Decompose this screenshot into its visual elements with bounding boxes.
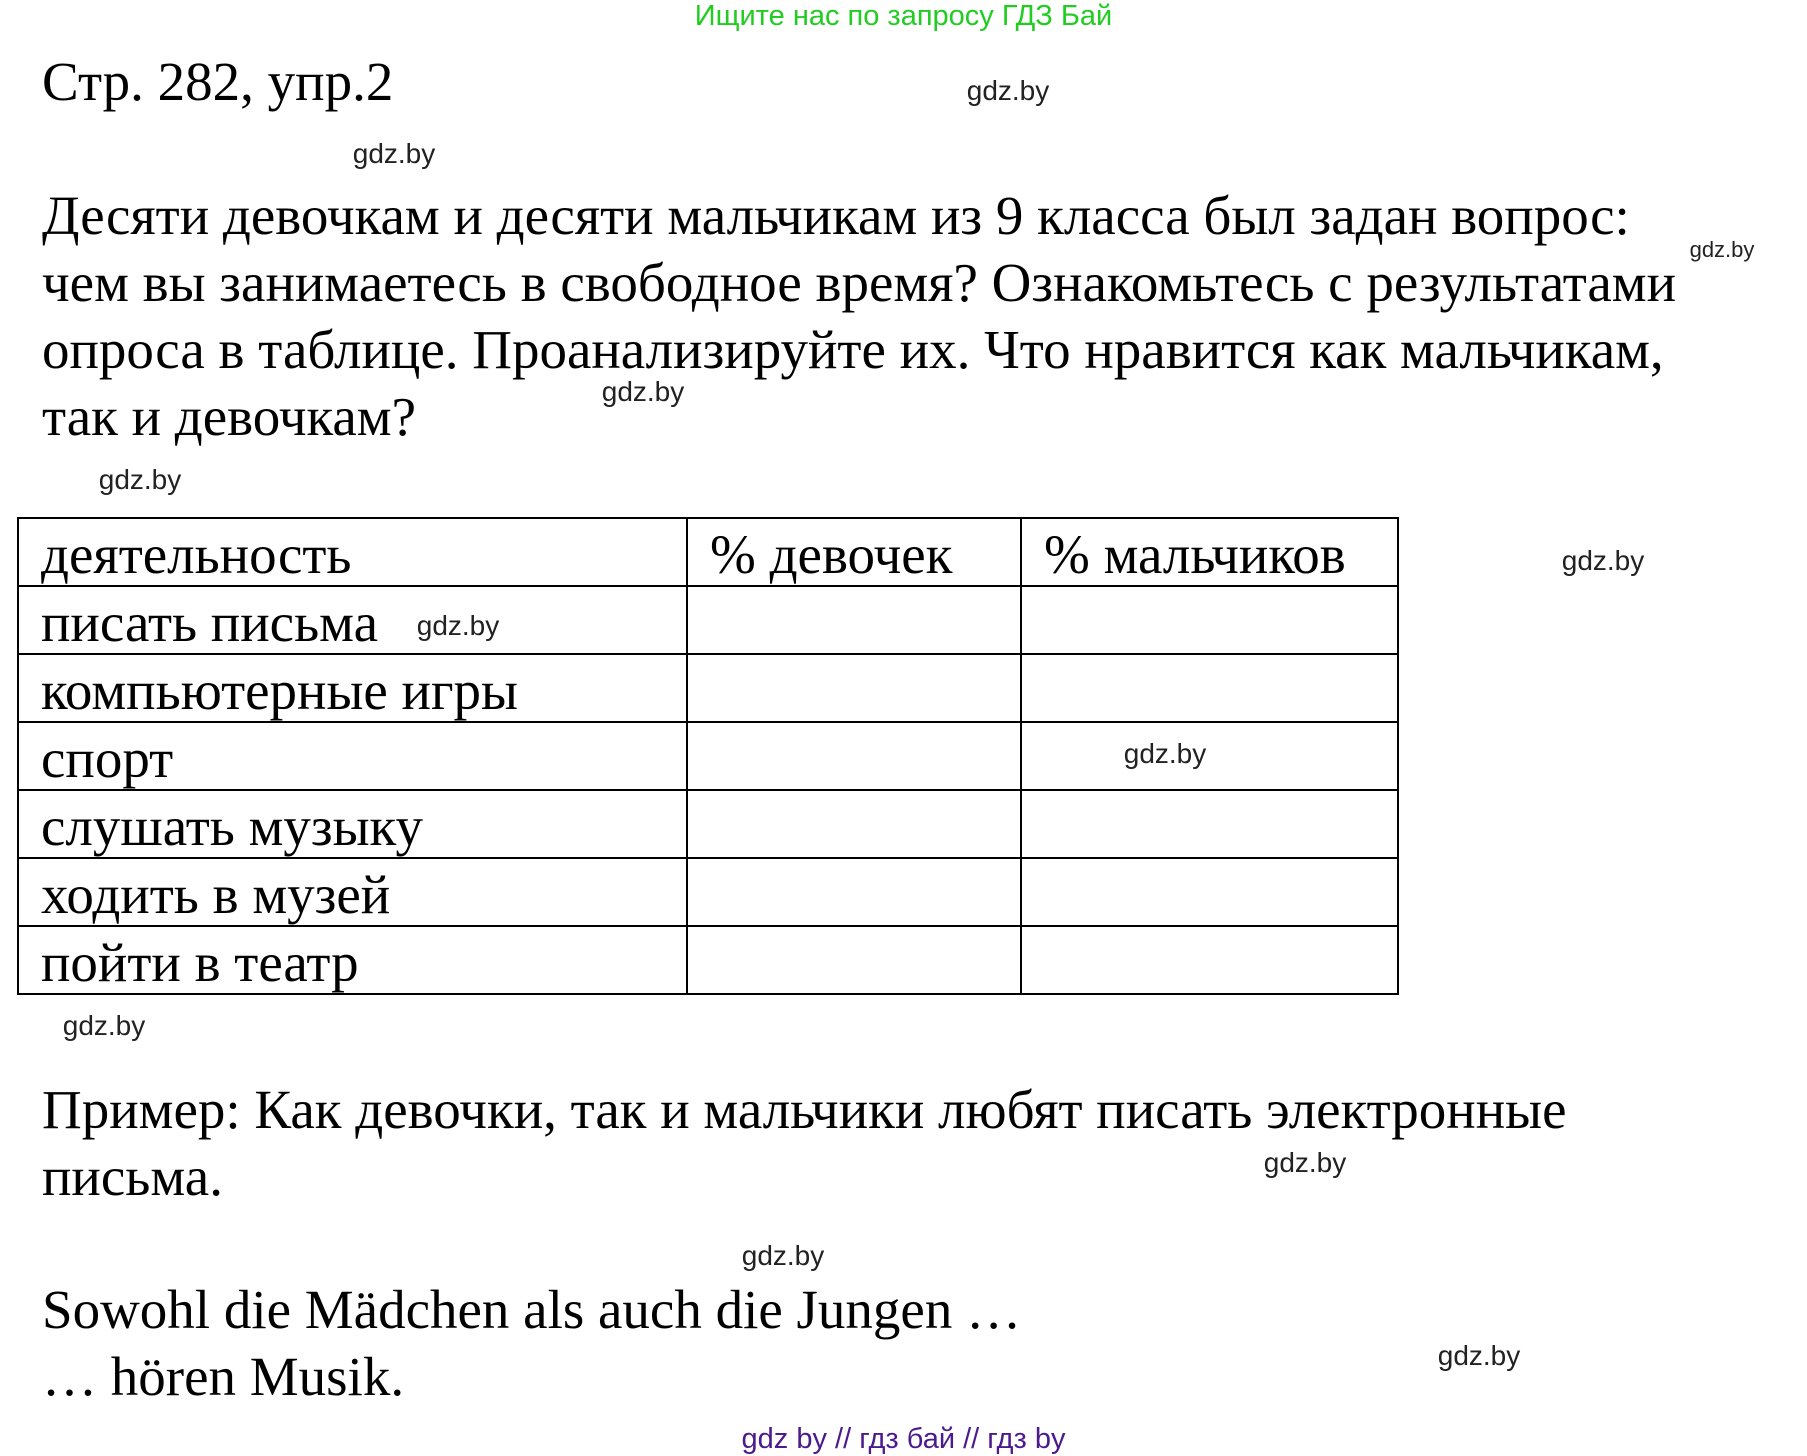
page-title: Стр. 282, упр.2 — [42, 51, 394, 112]
boys-cell — [1021, 586, 1398, 654]
task-line: опроса в таблице. Проанализируйте их. Что нравится как мальчикам, — [42, 319, 1664, 380]
table-row — [18, 586, 1398, 654]
watermark: gdz.by — [1561, 545, 1645, 576]
girls-cell — [687, 858, 1021, 926]
boys-cell — [1021, 790, 1398, 858]
watermark: gdz.by — [1263, 1147, 1347, 1178]
girls-cell — [687, 790, 1021, 858]
search-banner: Ищите нас по запросу ГДЗ Бай — [694, 0, 1113, 32]
boys-cell — [1021, 722, 1398, 790]
watermark: gdz.by — [98, 464, 182, 495]
watermark: gdz.by — [62, 1010, 146, 1041]
example-line: Пример: Как девочки, так и мальчики любят писать электронные — [42, 1079, 1567, 1140]
header-boys: % мальчиков — [1021, 518, 1398, 586]
activity-cell: писать письма — [18, 586, 687, 654]
header-activity: деятельность — [18, 518, 687, 586]
girls-cell — [687, 654, 1021, 722]
task-line: чем вы занимаетесь в свободное время? Ознакомьтесь с результатами — [42, 252, 1677, 313]
boys-cell — [1021, 926, 1398, 994]
watermark: gdz.by — [966, 75, 1050, 106]
header-girls: % девочек — [687, 518, 1021, 586]
activity-cell: ходить в музей — [18, 858, 687, 926]
table-row — [18, 926, 1398, 994]
activity-cell: слушать музыку — [18, 790, 687, 858]
task-line: Десяти девочкам и десяти мальчикам из 9 класса был задан вопрос: — [42, 185, 1630, 246]
boys-cell — [1021, 858, 1398, 926]
activity-cell: спорт — [18, 722, 687, 790]
table-row — [18, 654, 1398, 722]
girls-cell — [687, 926, 1021, 994]
table-row — [18, 790, 1398, 858]
watermark: gdz.by — [1437, 1340, 1521, 1371]
boys-cell — [1021, 654, 1398, 722]
example-line: письма. — [42, 1146, 223, 1207]
watermark: gdz.by — [1123, 738, 1207, 769]
table-header-row — [18, 518, 1398, 586]
task-line: так и девочкам? — [42, 386, 417, 447]
watermark: gdz.by — [352, 138, 436, 169]
answer-line: … hören Musik. — [42, 1346, 405, 1407]
footer-links: gdz by // гдз бай // гдз by — [741, 1423, 1066, 1455]
watermark: gdz.by — [601, 376, 685, 407]
girls-cell — [687, 586, 1021, 654]
answer-line: Sowohl die Mädchen als auch die Jungen … — [42, 1279, 1022, 1340]
activity-cell: компьютерные игры — [18, 654, 687, 722]
girls-cell — [687, 722, 1021, 790]
watermark: gdz.by — [741, 1240, 825, 1271]
watermark: gdz.by — [416, 610, 500, 641]
activity-cell: пойти в театр — [18, 926, 687, 994]
watermark: gdz.by — [1689, 237, 1755, 262]
table-row — [18, 858, 1398, 926]
